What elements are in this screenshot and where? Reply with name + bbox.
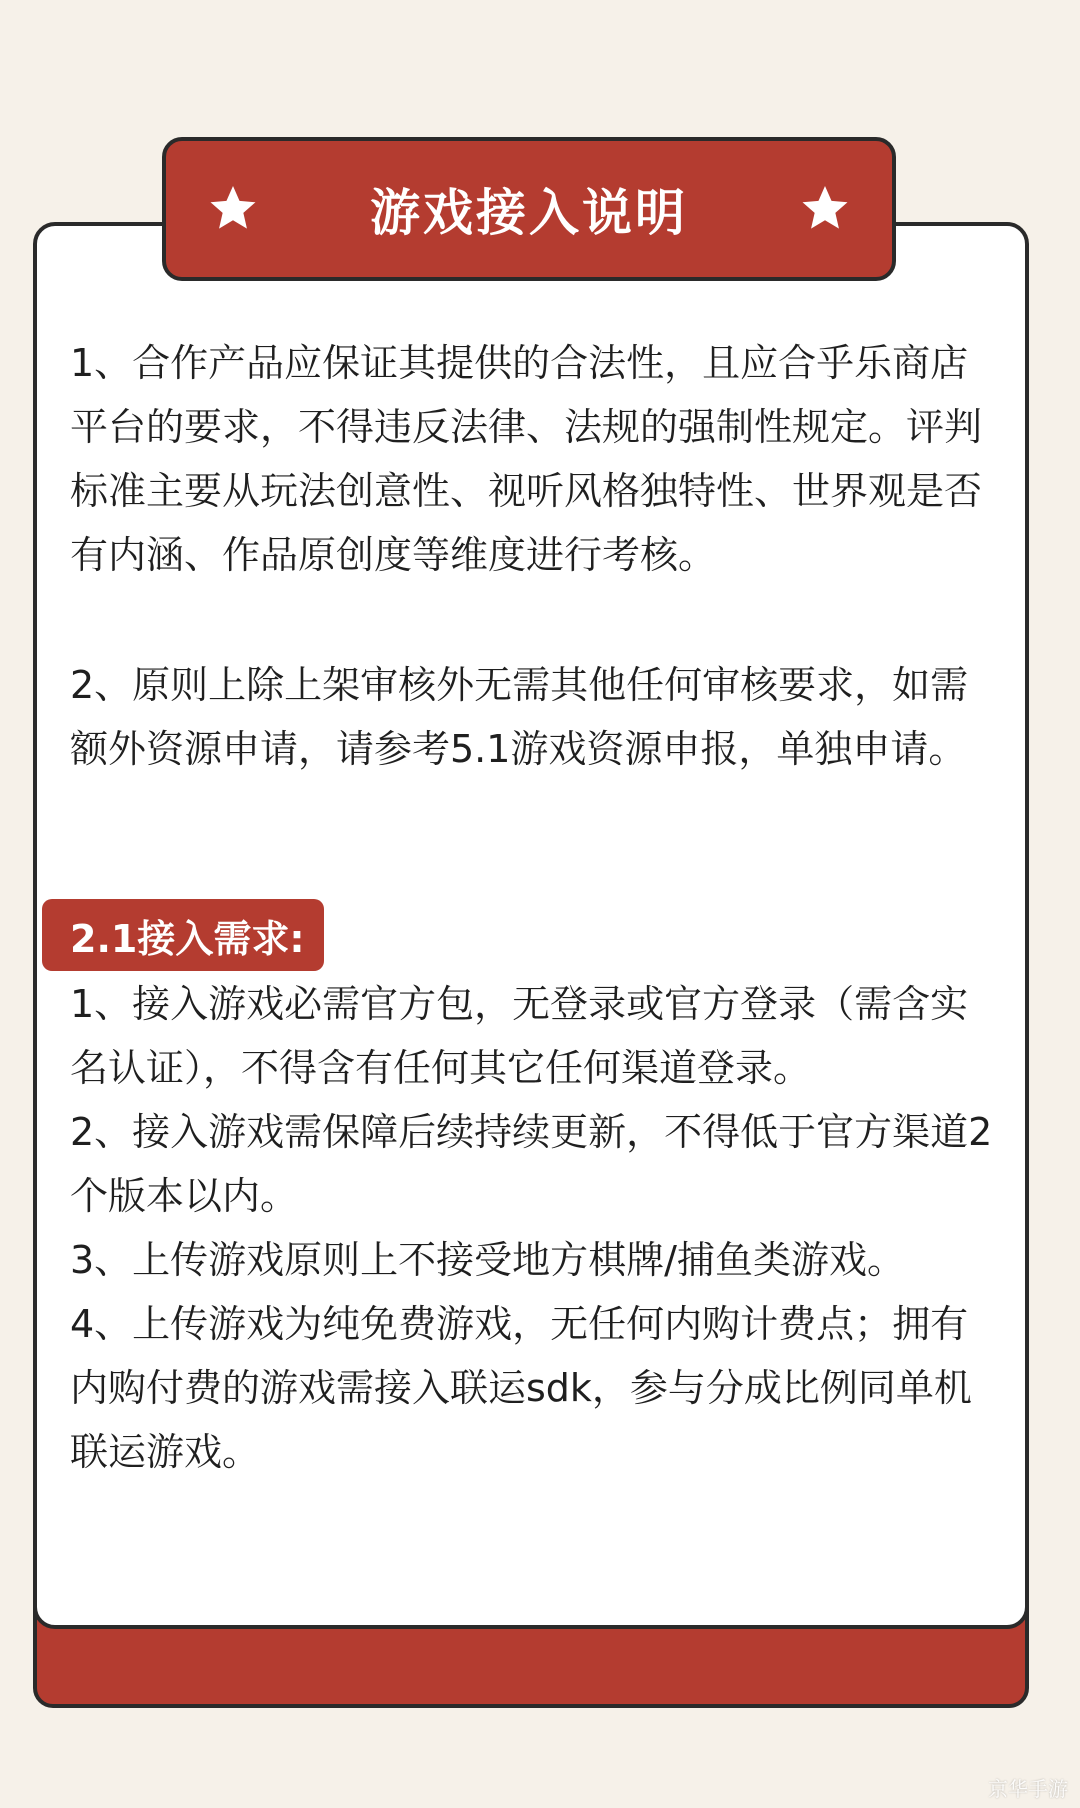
requirements-list bbox=[70, 972, 1000, 1484]
section-heading bbox=[42, 899, 324, 971]
section-heading-label: 2.1接入需求: bbox=[70, 916, 305, 961]
watermark: 京华手游 bbox=[988, 1777, 1068, 1801]
list-item: 4、上传游戏为纯免费游戏，无任何内购计费点；拥有内购付费的游戏需接入联运sdk，参与分成比例同单机联运游戏。 bbox=[70, 1302, 972, 1474]
intro-paragraph-1: 1、合作产品应保证其提供的合法性，且应合乎乐商店平台的要求，不得违反法律、法规的强制性规定。评判标准主要从玩法创意性、视听风格独特性、世界观是否有内涵、作品原创度等维度进行考核。 bbox=[70, 341, 983, 577]
list-item: 1、接入游戏必需官方包，无登录或官方登录（需含实名认证），不得含有任何其它任何渠道登录。 bbox=[70, 982, 969, 1090]
star-icon bbox=[798, 182, 852, 236]
list-item: 3、上传游戏原则上不接受地方棋牌/捕鱼类游戏。 bbox=[70, 1238, 905, 1282]
list-item: 2、接入游戏需保障后续持续更新，不得低于官方渠道2个版本以内。 bbox=[70, 1110, 993, 1218]
intro-paragraph-2: 2、原则上除上架审核外无需其他任何审核要求，如需额外资源申请，请参考5.1游戏资源申报，单独申请。 bbox=[70, 663, 969, 771]
star-icon bbox=[206, 182, 260, 236]
page-title: 游戏接入说明 bbox=[370, 184, 688, 242]
title-banner bbox=[162, 137, 896, 281]
